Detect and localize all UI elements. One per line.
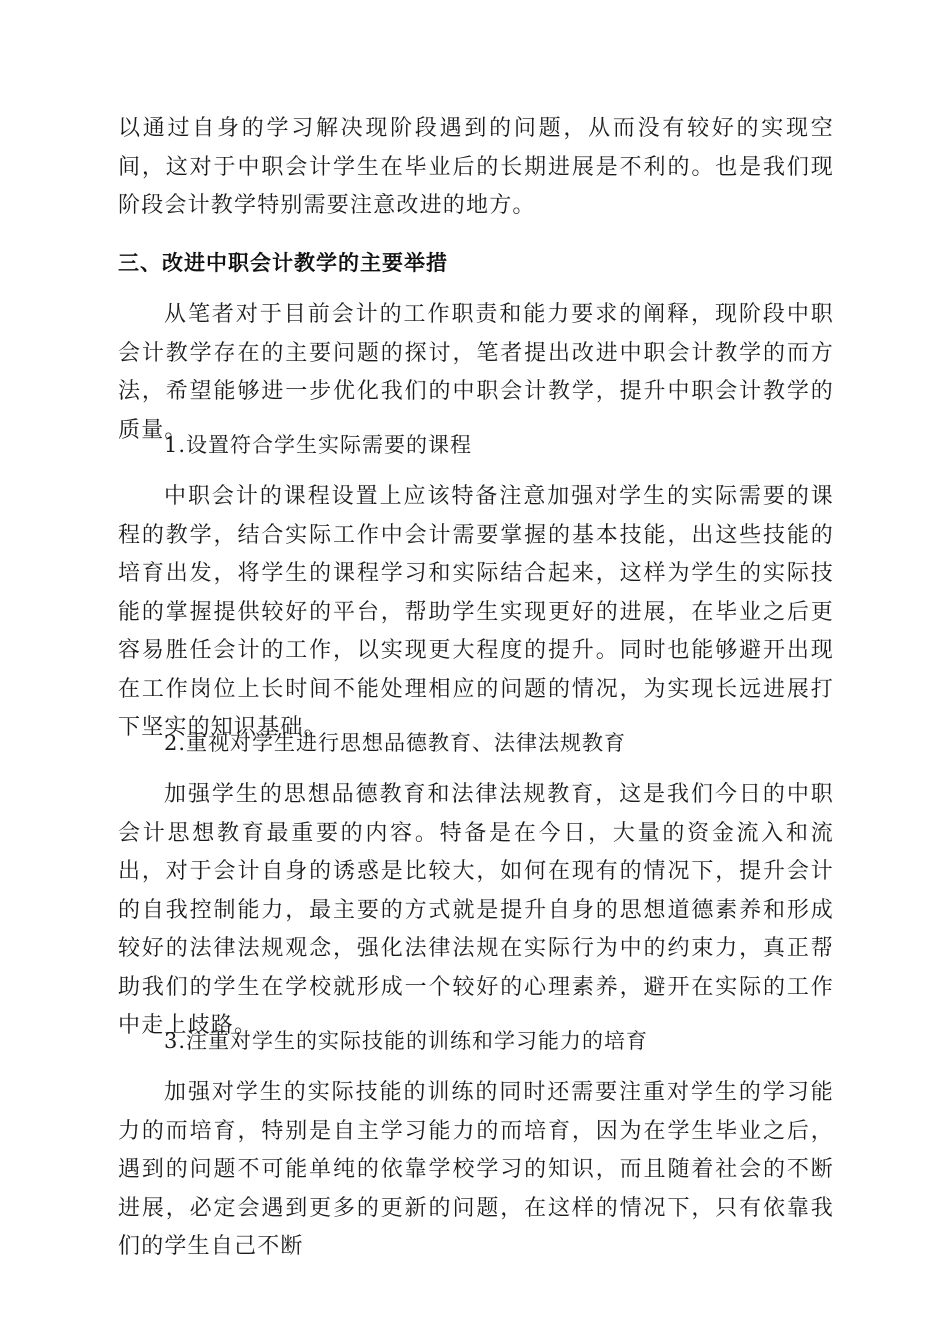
- section-heading-3: 三、改进中职会计教学的主要举措: [118, 251, 448, 275]
- paragraph-moral-education: 加强学生的思想品德教育和法律法规教育，这是我们今日的中职会计思想教育最重要的内容。特备是在今日，大量的资金流入和流出，对于会计自身的诱惑是比较大，如何在现有的情况下，提升会计的自我控制能力，最主要的方式就是提升自身的思想道德素养和形成较好的法律法规观念，强化法律法规在实际行为中的约束力，真正帮助我们的学生在学校就形成一个较好的心理素养，避开在实际的工作中走上歧路。: [118, 782, 834, 1038]
- paragraph-intro: 从笔者对于目前会计的工作职责和能力要求的阐释，现阶段中职会计教学存在的主要问题的探讨，笔者提出改进中职会计教学的而方法，希望能够进一步优化我们的中职会计教学，提升中职会计教学的质量。: [118, 302, 834, 443]
- paragraph-curriculum: 中职会计的课程设置上应该特备注意加强对学生的实际需要的课程的教学，结合实际工作中会计需要掌握的基本技能，出这些技能的培育出发，将学生的课程学习和实际结合起来，这样为学生的实际技能的掌握提供较好的平台，帮助学生实现更好的进展，在毕业之后更容易胜任会计的工作，以实现更大程度的提升。同时也能够避开出现在工作岗位上长时间不能处理相应的问题的情况，为实现长远进展打下坚实的知识基础。: [118, 484, 834, 740]
- subheading-3: 3.注重对学生的实际技能的训练和学习能力的培育: [164, 1029, 649, 1053]
- subheading-2: 2.重视对学生进行思想品德教育、法律法规教育: [164, 731, 627, 755]
- subheading-1: 1.设置符合学生实际需要的课程: [164, 433, 473, 457]
- paragraph-continuation: 以通过自身的学习解决现阶段遇到的问题，从而没有较好的实现空间，这对于中职会计学生在毕业后的长期进展是不利的。也是我们现阶段会计教学特别需要注意改进的地方。: [118, 116, 834, 218]
- paragraph-skills-training: 加强对学生的实际技能的训练的同时还需要注重对学生的学习能力的而培育，特别是自主学习能力的而培育，因为在学生毕业之后，遇到的问题不可能单纯的依靠学校学习的知识，而且随着社会的不断进展，必定会遇到更多的更新的问题，在这样的情况下，只有依靠我们的学生自己不断: [118, 1080, 834, 1259]
